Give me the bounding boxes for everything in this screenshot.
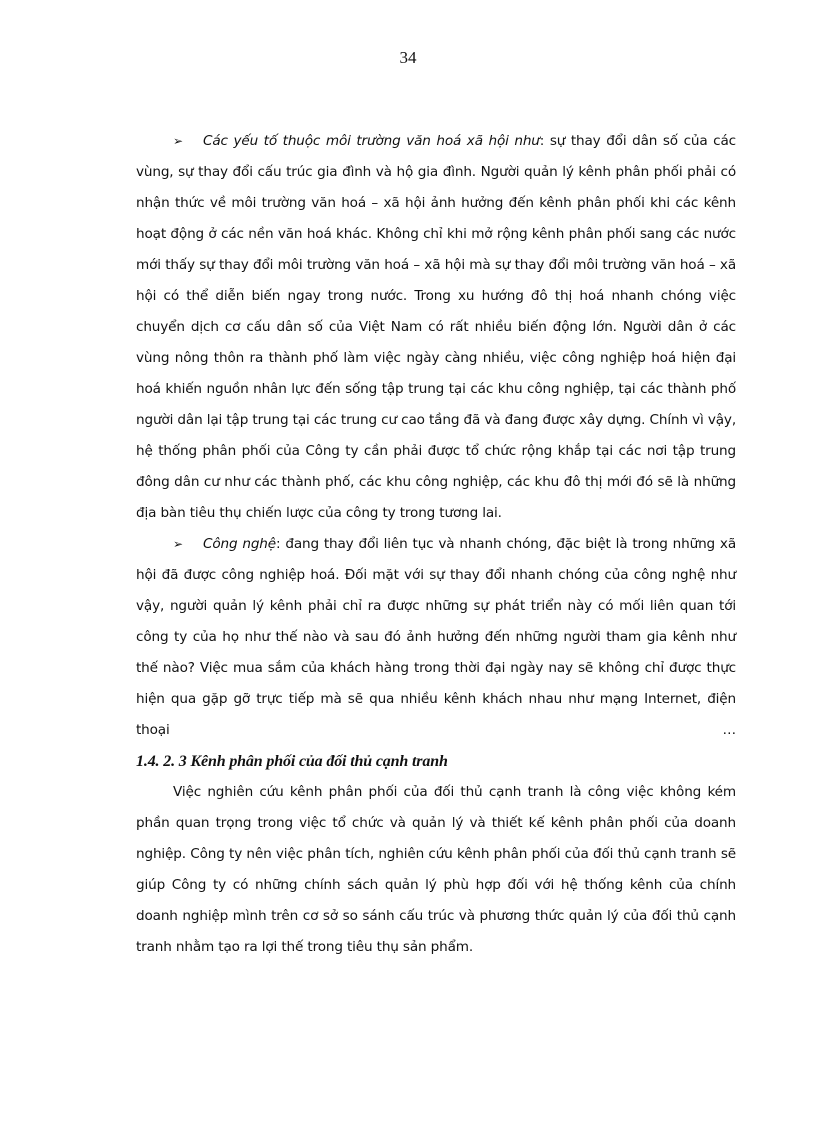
paragraph-text-technology: : đang thay đổi liên tục và nhanh chóng, đặc biệt là trong những xã hội đã được công nghiệp hoá. Đối mặt với sự thay đổi nhanh chóng của công nghệ như vậy, người quản lý kênh phải chỉ ra được những sự phát triển này có mối liên quan tới công ty của họ như thế nào và sau đó ảnh hưởng đến những người tham gia kênh như thế nào? Việc mua sắm của khách hàng trong thời đại ngày nay sẽ không chỉ được thực hiện qua gặp gỡ trực tiếp mà sẽ qua nhiều kênh khách nhau như mạng Internet, điện thoại …: [136, 536, 737, 738]
document-body: [136, 126, 736, 963]
page-number: 34: [399, 48, 417, 67]
paragraph-culture: [136, 126, 736, 529]
arrow-bullet-icon: ➢: [173, 537, 183, 551]
paragraph-technology: [136, 529, 736, 746]
section-heading: 1.4. 2. 3 Kênh phân phối của đối thủ cạnh tranh: [136, 753, 448, 770]
paragraph-competitor: Việc nghiên cứu kênh phân phối của đối thủ cạnh tranh là công việc không kém phần quan trọng trong việc tổ chức và quản lý và thiết kế kênh phân phối của doanh nghiệp. Công ty nên việc phân tích, nghiên cứu kênh phân phối của đối thủ cạnh tranh sẽ giúp Công ty có những chính sách quản lý phù hợp đối với hệ thống kênh của chính doanh nghiệp mình trên cơ sở so sánh cấu trúc và phương thức quản lý của đối thủ cạnh tranh nhằm tạo ra lợi thế trong tiêu thụ sản phẩm.: [136, 784, 736, 955]
paragraph-text-culture: : sự thay đổi dân số của các vùng, sự thay đổi cấu trúc gia đình và hộ gia đình. Người quản lý kênh phân phối phải có nhận thức về môi trường văn hoá – xã hội ảnh hưởng đến kênh phân phối khi các kênh hoạt động ở các nền văn hoá khác. Không chỉ khi mở rộng kênh phân phối sang các nước mới thấy sự thay đổi môi trường văn hoá – xã hội mà sự thay đổi môi trường văn hoá – xã hội có thể diễn biến ngay trong nước. Trong xu hướng đô thị hoá nhanh chóng việc chuyển dịch cơ cấu dân số của Việt Nam có rất nhiều biến động lớn. Người dân ở các vùng nông thôn ra thành phố làm việc ngày càng nhiều, việc công nghiệp hoá hiện đại hoá khiến nguồn nhân lực đến sống tập trung tại các khu công nghiệp, tại các thành phố người dân lại tập trung tại các trung cư cao tầng đã và đang được xây dựng. Chính vì vậy, hệ thống phân phối của Công ty cần phải được tổ chức rộng khắp tại các nơi tập trung đông dân cư như các thành phố, các khu công nghiệp, các khu đô thị mới đó sẽ là những địa bàn tiêu thụ chiến lược của công ty trong tương lai.: [136, 133, 736, 521]
paragraph-lead-technology: Công nghệ: [203, 536, 276, 552]
paragraph-lead-culture: Các yếu tố thuộc môi trường văn hoá xã hội như: [203, 133, 540, 149]
arrow-bullet-icon: ➢: [173, 134, 183, 148]
